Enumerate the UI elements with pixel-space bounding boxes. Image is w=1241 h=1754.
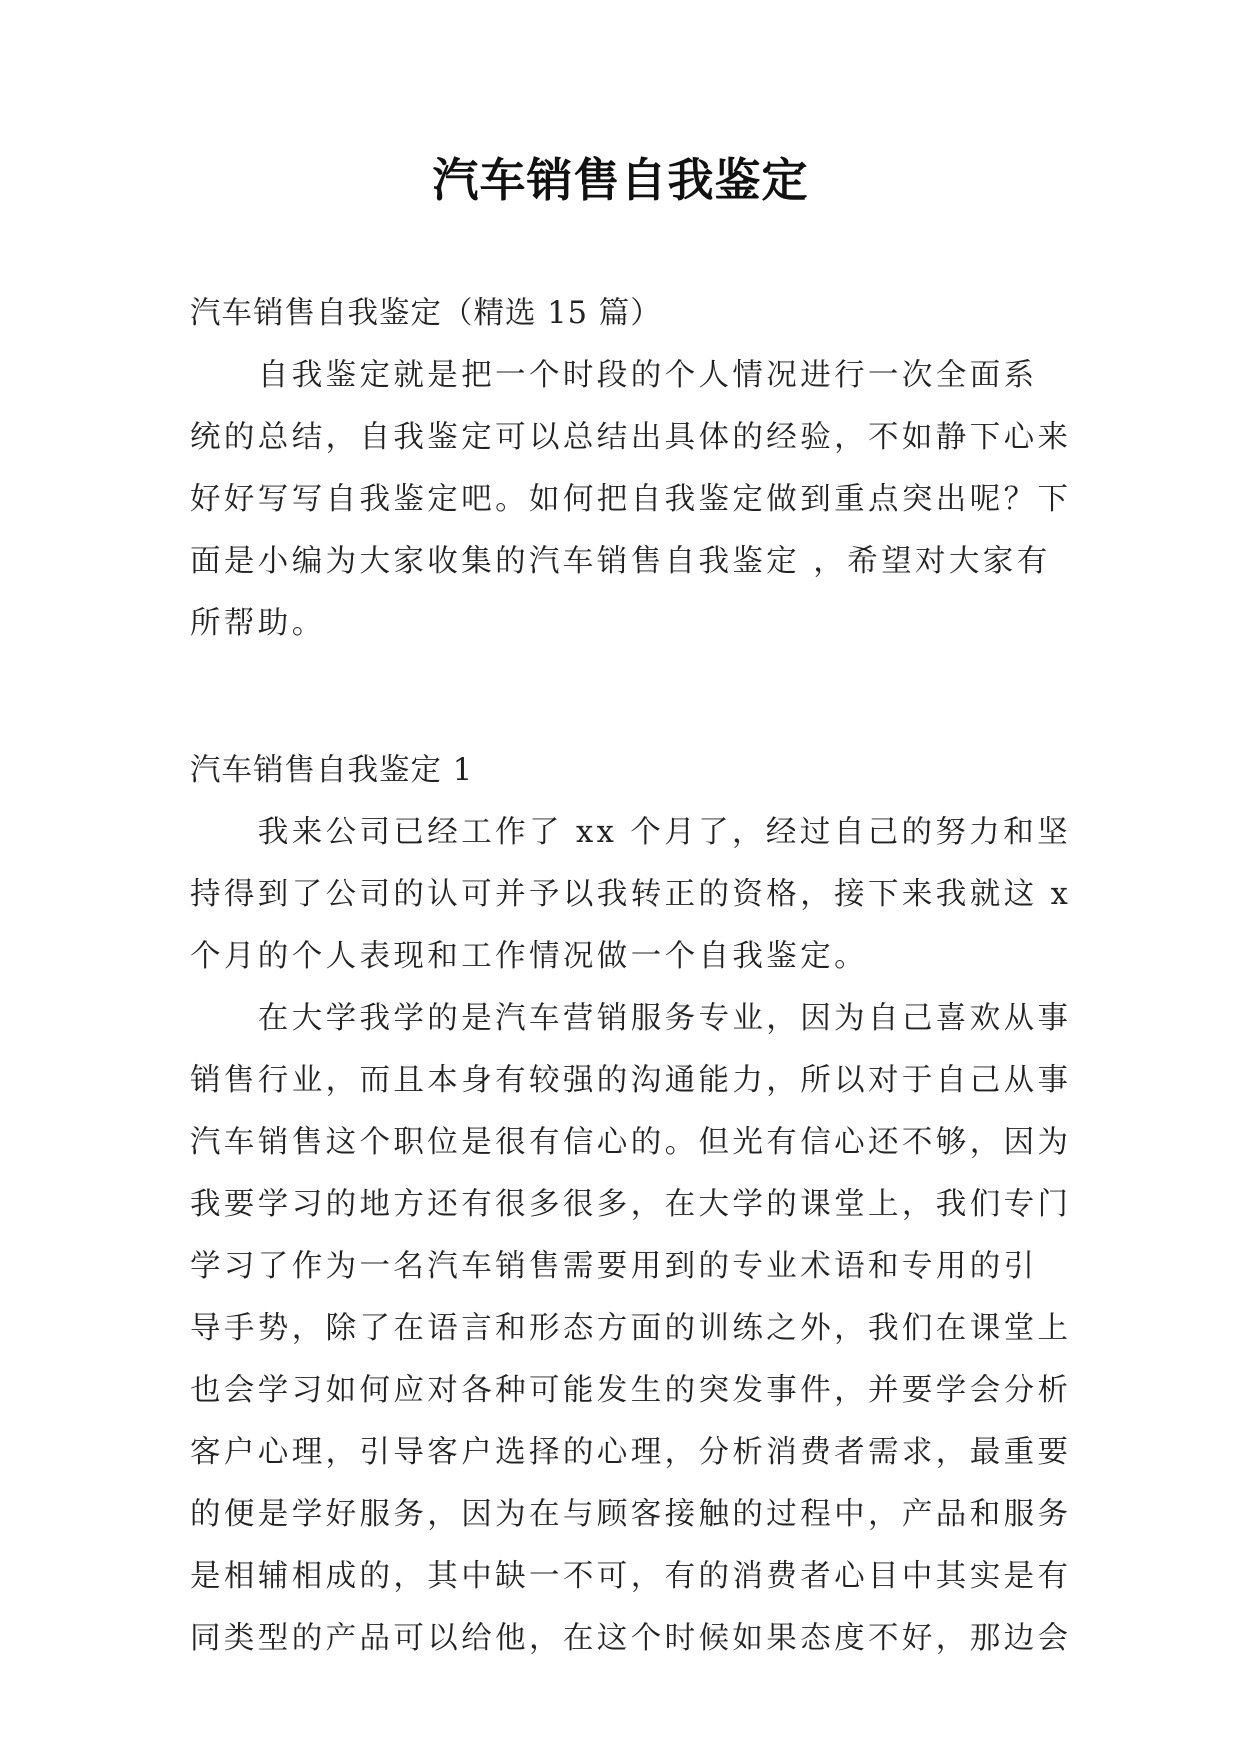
paragraph-line: 客户心理，引导客户选择的心理，分析消费者需求，最重要 [190, 1435, 1072, 1470]
intro-paragraph [190, 345, 1072, 655]
section-heading: 汽车销售自我鉴定 1 [190, 753, 474, 788]
intro-line: 好好写写自我鉴定吧。如何把自我鉴定做到重点突出呢？下 [190, 482, 1072, 517]
intro-line: 面是小编为大家收集的汽车销售自我鉴定 ，希望对大家有 [190, 544, 1051, 579]
paragraph-line: 持得到了公司的认可并予以我转正的资格，接下来我就这 x [190, 877, 1072, 912]
intro-line: 所帮助。 [190, 606, 326, 641]
paragraph-line: 个月的个人表现和工作情况做一个自我鉴定。 [190, 939, 868, 974]
paragraph-line: 学习了作为一名汽车销售需要用到的专业术语和专用的引 [190, 1249, 1038, 1284]
paragraph-line: 销售行业，而且本身有较强的沟通能力，所以对于自己从事 [190, 1063, 1072, 1098]
paragraph-line: 导手势，除了在语言和形态方面的训练之外，我们在课堂上 [190, 1311, 1072, 1346]
paragraph-line: 我要学习的地方还有很多很多，在大学的课堂上，我们专门 [190, 1187, 1072, 1222]
intro-line: 统的总结，自我鉴定可以总结出具体的经验，不如静下心来 [190, 420, 1072, 455]
document-subtitle: 汽车销售自我鉴定（精选 15 篇） [190, 296, 662, 331]
paragraph-line: 也会学习如何应对各种可能发生的突发事件，并要学会分析 [190, 1373, 1072, 1408]
paragraph-line: 在大学我学的是汽车营销服务专业，因为自己喜欢从事 [190, 1001, 1072, 1036]
paragraph-spacer [190, 655, 1052, 740]
document-body [190, 283, 1072, 1670]
document-title: 汽车销售自我鉴定 [432, 153, 809, 207]
intro-line: 自我鉴定就是把一个时段的个人情况进行一次全面系 [190, 358, 1038, 393]
paragraph-line: 我来公司已经工作了 xx 个月了，经过自己的努力和坚 [190, 815, 1071, 850]
paragraph-line: 是相辅相成的，其中缺一不可，有的消费者心目中其实是有 [190, 1559, 1072, 1594]
section-paragraph-1 [190, 802, 1072, 988]
paragraph-line: 同类型的产品可以给他，在这个时候如果态度不好，那边会 [190, 1621, 1072, 1656]
paragraph-line: 汽车销售这个职位是很有信心的。但光有信心还不够，因为 [190, 1125, 1072, 1160]
section-paragraph-2 [190, 988, 1072, 1670]
paragraph-line: 的便是学好服务，因为在与顾客接触的过程中，产品和服务 [190, 1497, 1072, 1532]
